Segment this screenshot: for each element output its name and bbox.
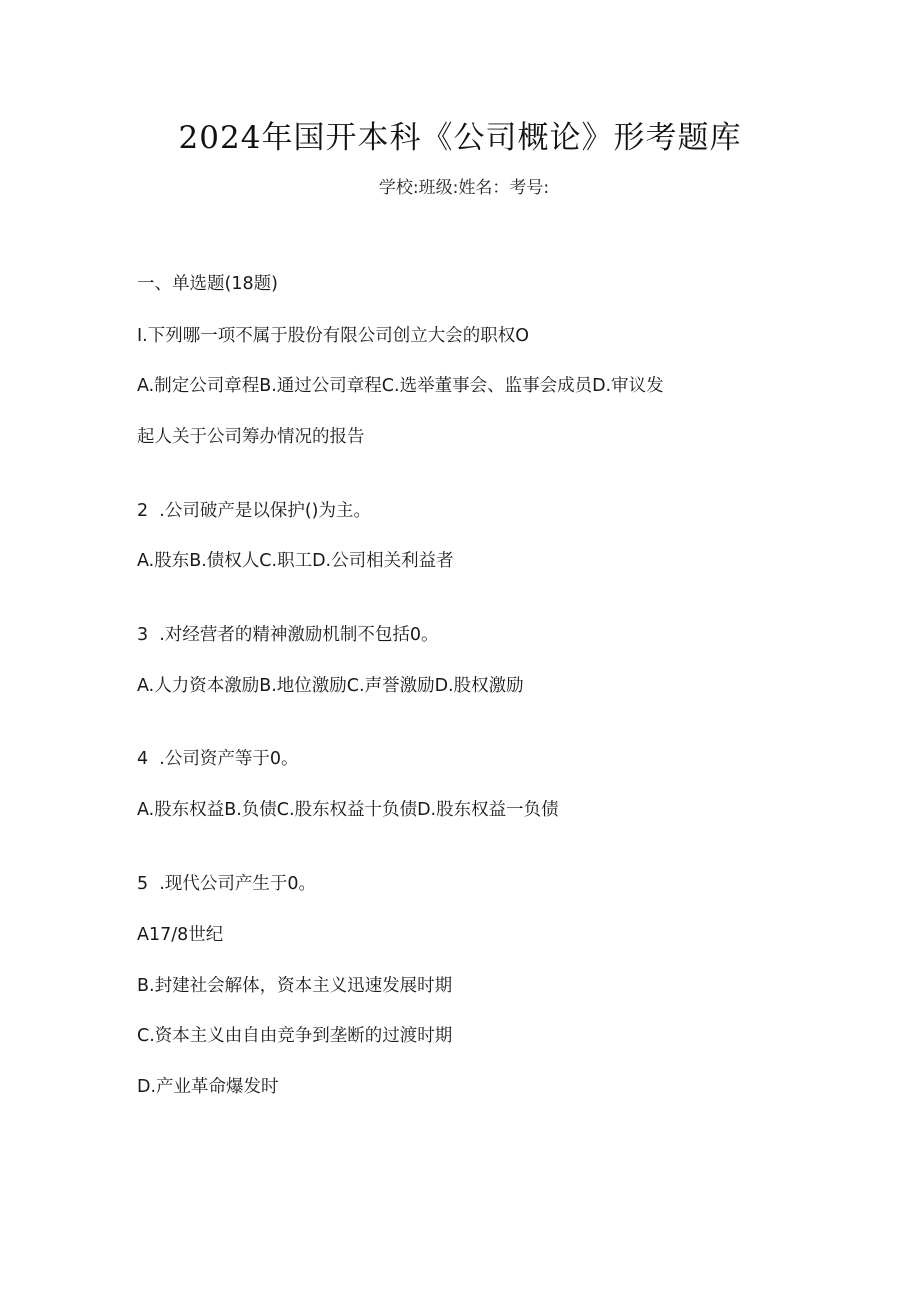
question-2-stem: 2 .公司破产是以保护()为主。 bbox=[137, 501, 371, 521]
question-2-options: A.股东B.债权人C.职工D.公司相关利益者 bbox=[137, 551, 454, 571]
section-heading: 一、单选题(18题) bbox=[137, 274, 278, 294]
student-info-line: 学校:班级:姓名：考号: bbox=[378, 178, 550, 198]
question-5-option-b: B.封建社会解体，资本主义迅速发展时期 bbox=[137, 976, 453, 996]
question-5-option-c: C.资本主义由自由竞争到垄断的过渡时期 bbox=[137, 1026, 453, 1046]
document-title: 2024年国开本科《公司概论》形考题库 bbox=[178, 120, 742, 156]
question-4-options: A.股东权益B.负债C.股东权益十负债D.股东权益一负债 bbox=[137, 800, 559, 820]
question-5-option-a: A17/8世纪 bbox=[137, 925, 224, 945]
question-1-stem: I.下列哪一项不属于股份有限公司创立大会的职权O bbox=[137, 326, 529, 346]
question-1-options-line-1: A.制定公司章程B.通过公司章程C.选举董事会、监事会成员D.审议发 bbox=[137, 376, 664, 396]
question-3-stem: 3 .对经营者的精神激励机制不包括0。 bbox=[137, 625, 439, 645]
question-5-option-d: D.产业革命爆发时 bbox=[137, 1077, 279, 1097]
question-1-options-line-2: 起人关于公司筹办情况的报告 bbox=[137, 427, 365, 447]
question-5-stem: 5 .现代公司产生于0。 bbox=[137, 874, 316, 894]
question-4-stem: 4 .公司资产等于0。 bbox=[137, 749, 299, 769]
question-3-options: A.人力资本激励B.地位激励C.声誉激励D.股权激励 bbox=[137, 676, 524, 696]
